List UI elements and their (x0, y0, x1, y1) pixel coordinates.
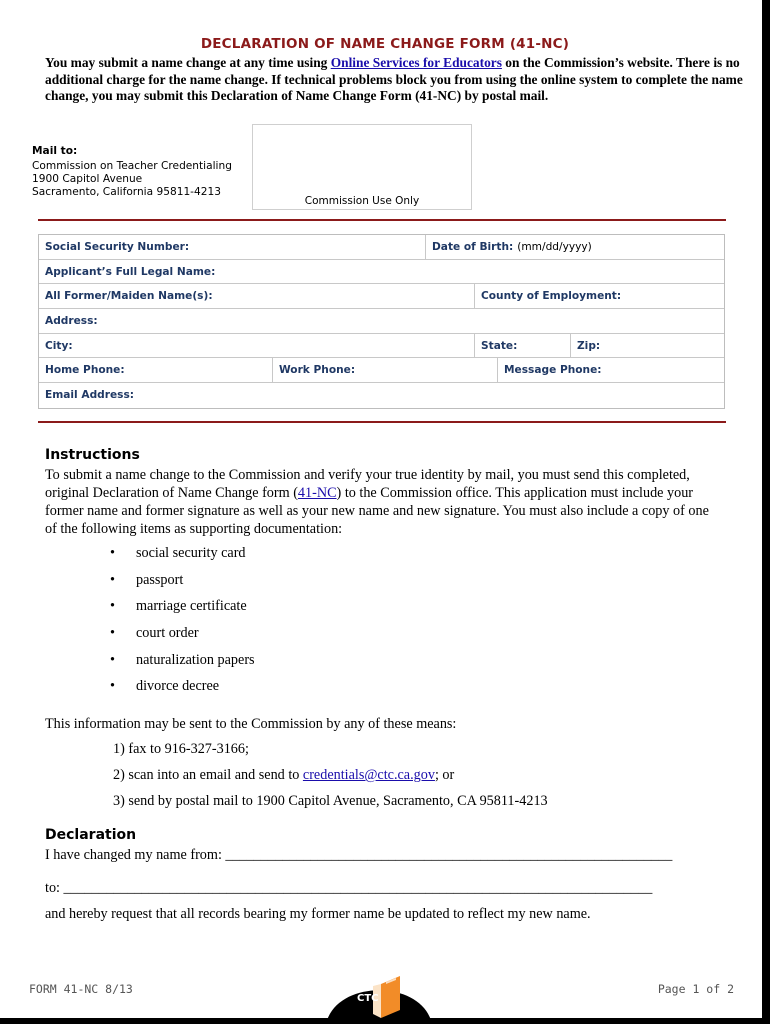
list-item: • divorce decree (110, 678, 255, 705)
intro-paragraph (45, 55, 745, 105)
table-row (39, 334, 724, 359)
means-email-tail: ; or (434, 767, 455, 783)
instructions-text-2: ) to the Commission office. This application must include your former name and former signature as well as your new name and new signature. You must also include a copy of one of the following items as supporting documentation: (45, 485, 709, 537)
mail-to-line2: 1900 Capitol Avenue (32, 173, 143, 185)
state-label: State: (481, 339, 518, 352)
means-email-text: 2) scan into an email and send to (113, 767, 303, 783)
former-names-label: All Former/Maiden Name(s): (45, 290, 213, 303)
means-fax: 1) fax to 916-327-3166; (113, 741, 249, 757)
address-field[interactable] (39, 309, 724, 333)
means-email (113, 767, 454, 784)
former-names-field[interactable] (39, 284, 475, 308)
county-field[interactable] (475, 284, 724, 308)
table-row (39, 260, 724, 285)
instructions-text-1: To submit a name change to the Commission and verify your true identity by mail, you must send this completed, original Declaration of Name Change form ( (45, 467, 690, 501)
intro-text-1: You may submit a name change at any time using (45, 55, 331, 70)
mail-to-line1: Commission on Teacher Credentialing (32, 160, 232, 172)
message-phone-label: Message Phone: (504, 364, 602, 377)
table-row (39, 284, 724, 309)
list-item: • social security card (110, 545, 255, 572)
ctc-logo (326, 964, 432, 1018)
ssn-field[interactable] (39, 235, 426, 259)
work-phone-field[interactable] (273, 358, 498, 382)
list-item: • marriage certificate (110, 598, 255, 625)
email-field[interactable] (39, 383, 724, 408)
city-label: City: (45, 339, 73, 352)
message-phone-field[interactable] (498, 358, 724, 382)
home-phone-label: Home Phone: (45, 364, 125, 377)
email-label: Email Address: (45, 389, 134, 402)
mail-to-line3: Sacramento, California 95811-4213 (32, 186, 221, 198)
list-item: • passport (110, 572, 255, 599)
full-name-field[interactable] (39, 260, 724, 284)
documentation-list (110, 545, 255, 705)
state-field[interactable] (475, 334, 571, 358)
city-field[interactable] (39, 334, 475, 358)
table-row (39, 309, 724, 334)
table-row (39, 383, 724, 408)
county-label: County of Employment: (481, 290, 622, 303)
table-row (39, 358, 724, 383)
instructions-paragraph (45, 466, 715, 538)
commission-use-label: Commission Use Only (304, 195, 420, 207)
instructions-heading: Instructions (45, 447, 140, 463)
intro-text-2: on the Commission’s website. There is no additional charge for the name change. If technical problems block you from using the online system to complete the name change, you may submit this Declaration of Name Change Form (41-NC) by postal mail. (45, 55, 743, 103)
declaration-heading: Declaration (45, 827, 137, 843)
zip-field[interactable] (571, 334, 724, 358)
commission-use-box (252, 124, 472, 210)
online-services-link[interactable]: Online Services for Educators (330, 55, 502, 70)
means-mail: 3) send by postal mail to 1900 Capitol Avenue, Sacramento, CA 95811-4213 (113, 793, 548, 809)
address-label: Address: (45, 314, 98, 327)
work-phone-label: Work Phone: (279, 364, 356, 377)
form-id: FORM 41-NC 8/13 (29, 982, 133, 996)
declaration-request: and hereby request that all records bearing my former name be updated to reflect my new name. (45, 906, 591, 922)
divider-bottom (38, 421, 726, 423)
dob-hint: (mm/dd/yyyy) (517, 240, 592, 253)
table-row (39, 235, 724, 260)
declaration-to-line[interactable]: to: ___________________________________________________________________________________ (45, 880, 653, 896)
zip-label: Zip: (577, 339, 601, 352)
form-title: DECLARATION OF NAME CHANGE FORM (41-NC) (200, 36, 570, 52)
list-item: • naturalization papers (110, 652, 255, 679)
declaration-from-line[interactable]: I have changed my name from: _______________________________________________________________ (45, 847, 673, 863)
dob-label: Date of Birth: (432, 240, 514, 253)
means-intro: This information may be sent to the Commission by any of these means: (45, 716, 457, 732)
mail-to-block (32, 145, 232, 199)
dob-field[interactable] (426, 235, 724, 259)
home-phone-field[interactable] (39, 358, 273, 382)
ssn-label: Social Security Number: (45, 240, 190, 253)
applicant-info-table (38, 234, 725, 409)
credentials-email-link[interactable]: credentials@ctc.ca.gov (302, 767, 435, 783)
page-number: Page 1 of 2 (657, 982, 734, 996)
ctc-logo-text: CTC (357, 993, 379, 1004)
full-name-label: Applicant’s Full Legal Name: (45, 265, 216, 278)
divider-top (38, 219, 726, 221)
list-item: • court order (110, 625, 255, 652)
form-41nc-link[interactable]: 41-NC (297, 485, 337, 501)
mail-to-heading: Mail to: (32, 145, 78, 157)
